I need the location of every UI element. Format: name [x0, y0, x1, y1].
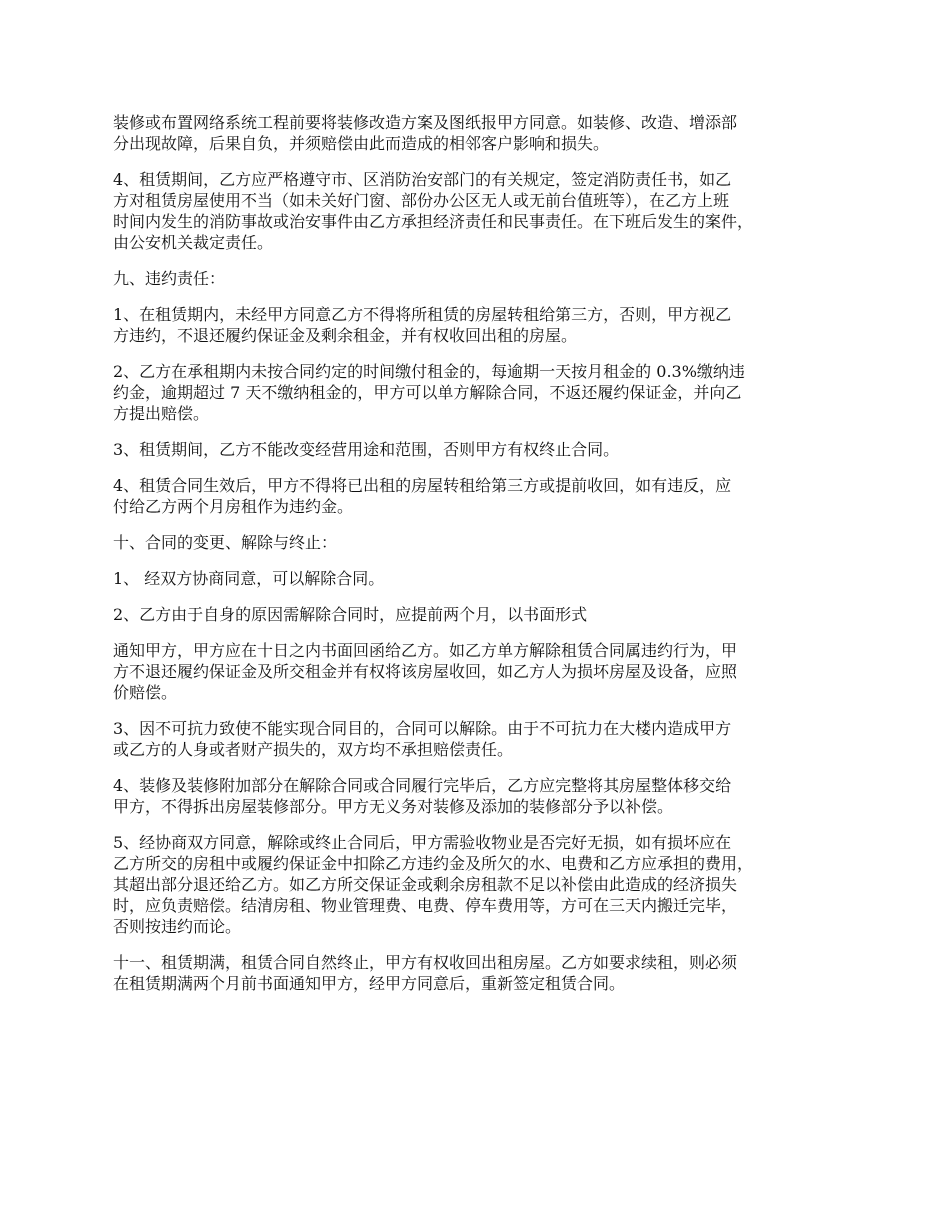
paragraph-line: 4、租赁期间，乙方应严格遵守市、区消防治安部门的有关规定，签定消防责任书，如乙: [113, 170, 732, 189]
document-paragraph: [113, 640, 853, 703]
document-paragraph: [113, 112, 853, 154]
paragraph-line: 装修或布置网络系统工程前要将装修改造方案及图纸报甲方同意。如装修、改造、增添部: [113, 113, 738, 132]
paragraph-line: 十、合同的变更、解除与终止：: [113, 533, 338, 552]
paragraph-line: 十一、租赁期满，租赁合同自然终止，甲方有权收回出租房屋。乙方如要求续租，则必须: [113, 953, 738, 972]
paragraph-line: 2、乙方由于自身的原因需解除合同时，应提前两个月，以书面形式: [113, 605, 588, 624]
document-paragraph: [113, 268, 853, 289]
paragraph-line: 3、因不可抗力致使不能实现合同目的，合同可以解除。由于不可抗力在大楼内造成甲方: [113, 719, 732, 738]
paragraph-line: 1、在租赁期内，未经甲方同意乙方不得将所租赁的房屋转租给第三方，否则，甲方视乙: [113, 305, 732, 324]
paragraph-line: 2、乙方在承租期内未按合同约定的时间缴付租金的，每逾期一天按月租金的 0.3%缴纳违: [113, 362, 745, 381]
paragraph-line: 其超出部分退还给乙方。如乙方所交保证金或剩余房租款不足以补偿由此造成的经济损失: [113, 875, 738, 894]
paragraph-line: 4、租赁合同生效后，甲方不得将已出租的房屋转租给第三方或提前收回，如有违反，应: [113, 476, 732, 495]
document-paragraph: [113, 604, 853, 625]
document-page: [113, 112, 853, 1009]
paragraph-line: 3、租赁期间，乙方不能改变经营用途和范围，否则甲方有权终止合同。: [113, 440, 620, 459]
document-paragraph: [113, 361, 853, 424]
paragraph-line: 方对租赁房屋使用不当（如未关好门窗、部份办公区无人或无前台值班等），在乙方上班: [113, 191, 730, 210]
paragraph-line: 付给乙方两个月房租作为违约金。: [113, 497, 354, 516]
document-paragraph: [113, 439, 853, 460]
paragraph-line: 方提出赔偿。: [113, 404, 210, 423]
document-paragraph: [113, 775, 853, 817]
document-paragraph: [113, 304, 853, 346]
paragraph-line: 1、 经双方协商同意，可以解除合同。: [113, 569, 385, 588]
paragraph-line: 时，应负责赔偿。结清房租、物业管理费、电费、停车费用等，方可在三天内搬迁完毕，: [113, 896, 738, 915]
paragraph-line: 4、装修及装修附加部分在解除合同或合同履行完毕后，乙方应完整将其房屋整体移交给: [113, 776, 732, 795]
paragraph-line: 乙方所交的房租中或履约保证金中扣除乙方违约金及所欠的水、电费和乙方应承担的费用，: [113, 854, 754, 873]
paragraph-line: 由公安机关裁定责任。: [113, 233, 274, 252]
paragraph-line: 方违约，不退还履约保证金及剩余租金，并有权收回出租的房屋。: [113, 326, 578, 345]
document-paragraph: [113, 532, 853, 553]
document-paragraph: [113, 832, 853, 937]
paragraph-line: 否则按违约而论。: [113, 917, 242, 936]
paragraph-line: 分出现故障，后果自负，并须赔偿由此而造成的相邻客户影响和损失。: [113, 134, 610, 153]
paragraph-line: 时间内发生的消防事故或治安事件由乙方承担经济责任和民事责任。在下班后发生的案件，: [113, 212, 754, 231]
paragraph-line: 或乙方的人身或者财产损失的，双方均不承担赔偿责任。: [113, 740, 514, 759]
document-paragraph: [113, 718, 853, 760]
paragraph-line: 5、经协商双方同意，解除或终止合同后，甲方需验收物业是否完好无损，如有损坏应在: [113, 833, 732, 852]
document-paragraph: [113, 169, 853, 253]
document-paragraph: [113, 952, 853, 994]
paragraph-line: 约金，逾期超过 7 天不缴纳租金的，甲方可以单方解除合同，不返还履约保证金，并向乙: [113, 383, 742, 402]
paragraph-line: 在租赁期满两个月前书面通知甲方，经甲方同意后，重新签定租赁合同。: [113, 974, 626, 993]
document-paragraph: [113, 475, 853, 517]
paragraph-line: 九、违约责任：: [113, 269, 226, 288]
paragraph-line: 方不退还履约保证金及所交租金并有权将该房屋收回，如乙方人为损坏房屋及设备，应照: [113, 662, 738, 681]
document-paragraph: [113, 568, 853, 589]
paragraph-line: 通知甲方，甲方应在十日之内书面回函给乙方。如乙方单方解除租赁合同属违约行为，甲: [113, 641, 738, 660]
paragraph-line: 甲方，不得拆出房屋装修部分。甲方无义务对装修及添加的装修部分予以补偿。: [113, 797, 674, 816]
paragraph-line: 价赔偿。: [113, 683, 178, 702]
